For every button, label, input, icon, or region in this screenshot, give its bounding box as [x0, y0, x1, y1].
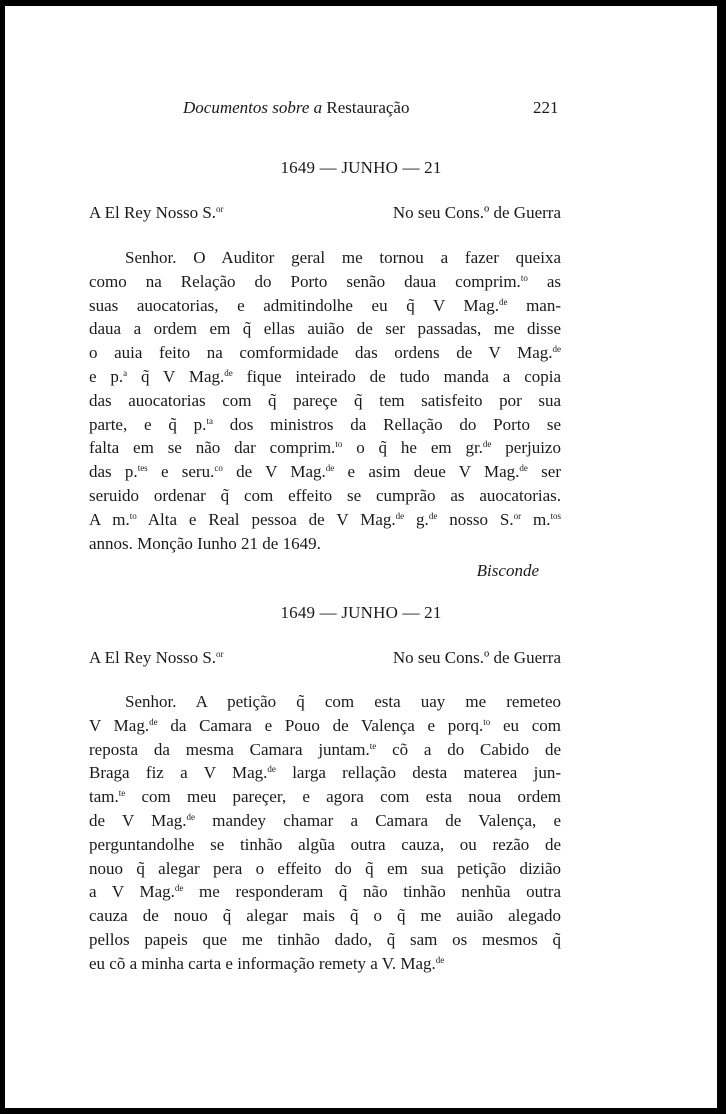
text-line: V Mag.$^{de}$ da Camara e Pouo de Valença e porq.$^{to}$ eu com [89, 715, 561, 735]
running-title-italic: Documentos sobre [183, 98, 310, 117]
text-line: das auocatorias com q̃ pareçe q̃ tem satisfeito por sua [89, 390, 561, 410]
abbreviation-superscript: de [552, 344, 561, 355]
letter2-addressee-text: A El Rey Nosso S. [89, 648, 217, 667]
abbreviation-superscript: te [369, 740, 377, 751]
letter1-addressee [89, 203, 224, 223]
text-line: tam.$^{te}$ com meu pareçer, e agora com esta noua ordem [89, 787, 561, 807]
abbreviation-superscript: or [513, 510, 522, 521]
letter1-body [89, 246, 561, 555]
letter1-address-line [89, 203, 561, 225]
text-line: perguntandolhe se tinhão algũa outra cauza, ou rezão de [89, 834, 561, 854]
letter1-council: No seu Cons.º de Guerra [392, 203, 561, 222]
abbreviation-superscript: de [435, 954, 445, 965]
abbreviation-superscript: co [214, 463, 223, 474]
abbreviation-superscript: tes [137, 463, 148, 474]
text-line: reposta da mesma Camara juntam.$^{te}$ cõ a do Cabido de [89, 739, 561, 759]
letter2-body [89, 690, 561, 976]
abbreviation-superscript: to [335, 439, 343, 450]
abbreviation-superscript: de [186, 811, 196, 822]
text-line: de V Mag.$^{de}$ mandey chamar a Camara de Valença, e [89, 810, 561, 830]
abbreviation-superscript: de [482, 439, 492, 450]
abbreviation-superscript: de [325, 463, 335, 474]
abbreviation-superscript: de [498, 296, 508, 307]
text-line: pellos papeis que me tinhão dado, q̃ sam os mesmos q̃ [89, 929, 561, 949]
letter2-council: No seu Cons.º de Guerra [392, 648, 561, 667]
abbreviation-superscript: de [224, 367, 233, 378]
running-title [183, 98, 409, 118]
abbreviation-superscript: to [520, 272, 528, 283]
text-line: e p.$^a$ q̃ V Mag.$^{de}$ fique inteirado de tudo manda a copia [89, 366, 562, 386]
abbreviation-superscript: de [428, 510, 438, 521]
text-line: Senhor. A petição q̃ com esta uay me remeteo [125, 692, 561, 711]
abbreviation-superscript: de [267, 764, 276, 775]
abbreviation-superscript: to [483, 716, 491, 727]
text-line: falta em se não dar comprim.$^{to}$ o q̃ he em gr.$^{de}$ perjuizo [89, 438, 561, 458]
letter2-address-line [89, 648, 561, 670]
text-line: cauza de nouo q̃ alegar mais q̃ o q̃ me auião alegado [89, 906, 561, 926]
text-line: Braga fiz a V Mag.$^{de}$ larga rellação desta materea jun- [89, 763, 562, 783]
abbreviation-superscript: ta [206, 415, 213, 426]
text-line: Senhor. O Auditor geral me tornou a fazer queixa [125, 248, 561, 267]
document-page [5, 6, 717, 1108]
text-line: nouo q̃ alegar pera o effeito do q̃ em sua petição dizião [89, 858, 561, 878]
text-line: eu cõ a minha carta e informação remety a V. Mag.$^{de}$ [89, 953, 445, 973]
letter1-dateline: 1649 — JUNHO — 21 [280, 158, 442, 177]
text-line: suas auocatorias, e admitindolhe eu q̃ V Mag.$^{de}$ man- [89, 295, 561, 315]
abbreviation-superscript: a [123, 367, 128, 378]
text-line: parte, e q̃ p.$^{ta}$ dos ministros da Rellação do Porto se [89, 414, 561, 434]
abbreviation-superscript: de [174, 883, 184, 894]
text-line: A m.$^{to}$ Alta e Real pessoa de V Mag.$^{de}$ g.$^{de}$ nosso S.$^{or}$ m.$^{tos}$ [89, 509, 561, 529]
running-title-article: a [313, 98, 323, 117]
page-number: 221 [533, 98, 559, 117]
running-title-plain: Restauração [326, 98, 410, 117]
abbreviation-superscript: de [395, 510, 405, 521]
abbreviation-superscript: to [129, 510, 137, 521]
abbreviation-superscript: de [519, 463, 528, 474]
letter1-addressee-text: A El Rey Nosso S. [89, 203, 217, 222]
abbreviation-superscript: tos [550, 510, 561, 521]
text-line: daua a ordem em q̃ ellas auião de ser passadas, me disse [89, 319, 561, 339]
text-line: o auia feito na comformidade das ordens de V Mag.$^{de}$ [89, 343, 561, 363]
text-line: seruido ordenar q̃ com effeito se cumprão as auocatorias. [89, 485, 561, 505]
letter2-addressee-sup: or [216, 649, 224, 659]
letter2-dateline: 1649 — JUNHO — 21 [280, 603, 442, 622]
text-line: das p.$^{tes}$ e seru.$^{co}$ de V Mag.$^{de}$ e asim deue V Mag.$^{de}$ ser [89, 462, 561, 482]
abbreviation-superscript: te [118, 788, 126, 799]
running-header [5, 98, 717, 118]
abbreviation-superscript: de [149, 716, 158, 727]
letter1-addressee-sup: or [216, 204, 224, 214]
text-line: annos. Monção Iunho 21 de 1649. [89, 533, 321, 553]
text-line: a V Mag.$^{de}$ me responderam q̃ não tinhão nenhũa outra [89, 882, 562, 902]
letter2-addressee [89, 648, 224, 668]
letter1-signature: Bisconde [476, 561, 539, 580]
text-line: como na Relação do Porto senão daua comprim.$^{to}$ as [89, 271, 561, 291]
